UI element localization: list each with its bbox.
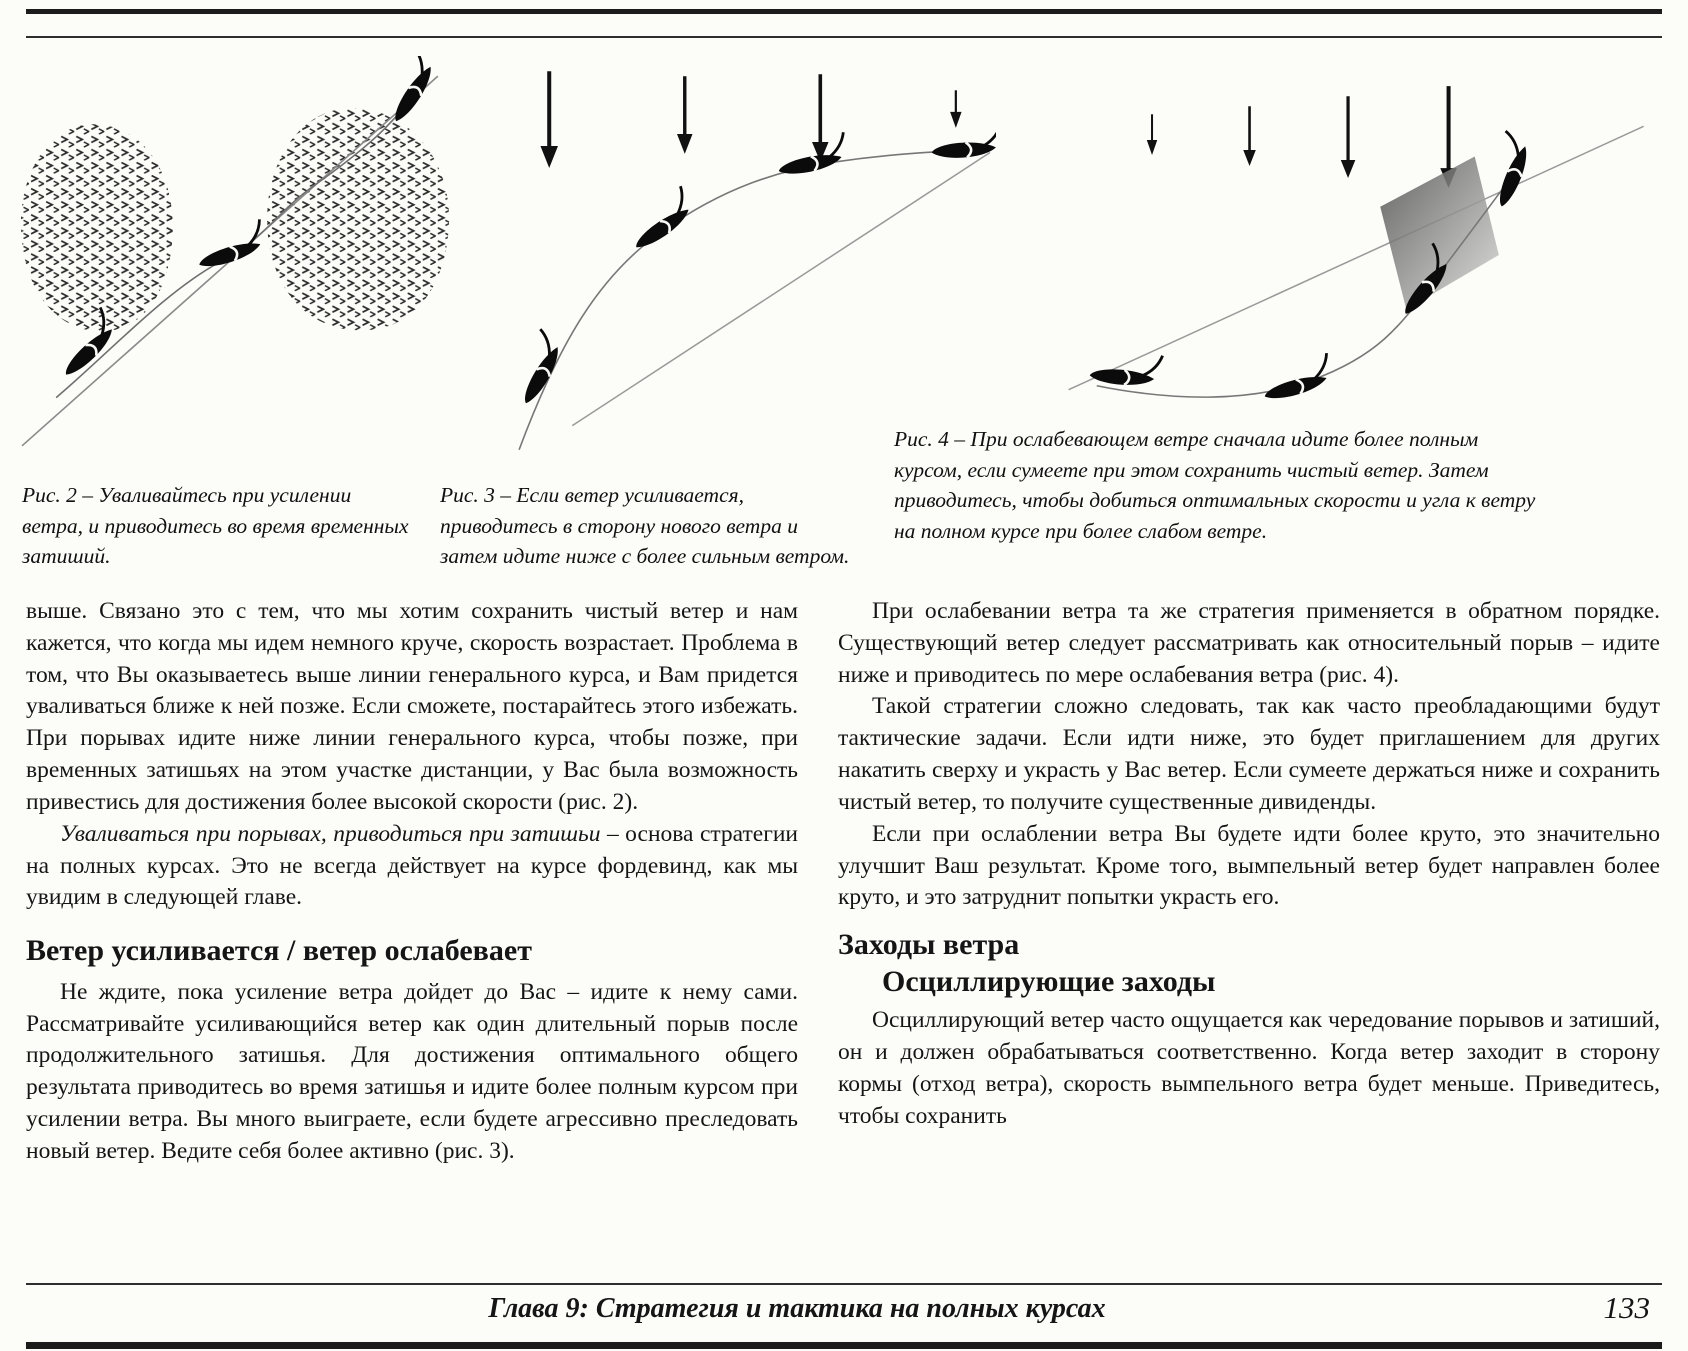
top-rule-thick <box>26 9 1662 14</box>
wind-shadow-patch <box>1380 157 1499 310</box>
paragraph <box>26 819 798 914</box>
rhumb-line <box>572 153 990 426</box>
course-line <box>519 150 981 450</box>
boat-icon <box>1258 353 1334 402</box>
wind-arrows <box>1148 86 1457 187</box>
wind-arrow-head <box>541 147 557 167</box>
figure-2-diagram <box>14 56 466 478</box>
subsection-heading: Осциллирующие заходы <box>882 964 1216 998</box>
boat-icon <box>1477 131 1536 209</box>
boat-icon <box>1089 348 1162 388</box>
paragraph: Такой стратегии сложно следовать, так как часто преобладающими будут тактические задачи. Если идти ниже, это будет приглашением для других накатить сверху и украсть у Вас ветер. Если сумеете держаться ниже и сохранить чистый ветер, то получите существенные дивиденды. <box>838 693 1660 815</box>
section-heading: Ветер усиливается / ветер ослабевает <box>26 934 532 968</box>
wind-arrow-head <box>1342 161 1355 177</box>
left-column <box>26 596 798 1168</box>
rhumb-line <box>1069 126 1644 389</box>
wind-arrow-head <box>951 112 961 126</box>
figure-4-diagram <box>1026 56 1650 438</box>
boat-icon <box>192 219 269 270</box>
paragraph: При ослабевании ветра та же стратегия применяется в обратном порядке. Существующий ветер следует рассматривать как относительный порыв – идите ниже и приводитесь по мере ослабевания ветра (рис. 4). <box>838 598 1660 688</box>
paragraph: Осциллирующий ветер часто ощущается как чередование порывов и затиший, он и должен обрабатываться соответственно. Когда ветер заходит в сторону кормы (отход ветра), скорость вымпельного ветра будет меньше. Приведитесь, чтобы сохранить <box>838 1007 1660 1129</box>
top-rule-thin <box>26 36 1662 38</box>
boat-icon <box>622 186 699 252</box>
figure-3-caption: Рис. 3 – Если ветер усиливается, приводитесь в сторону нового ветра и затем идите ниже с более сильным ветром. <box>440 483 850 569</box>
footer-rule <box>26 1283 1662 1285</box>
paragraph: Не ждите, пока усиление ветра дойдет до Вас – идите к нему сами. Рассматривайте усиливающийся ветер как один длительный порыв после продолжительного затишья. Для достижения оптимального общего результата приводитесь во время затишья и идите более полным курсом при усилении ветра. Вы много выиграете, если будете агрессивно преследовать новый ветер. Ведите себя более активно (рис. 3). <box>26 978 798 1164</box>
wind-arrow-head <box>1244 150 1255 164</box>
figures-row <box>0 52 1688 592</box>
bottom-edge-rule <box>26 1342 1662 1349</box>
footer-chapter-title: Глава 9: Стратегия и тактика на полных курсах <box>488 1293 1106 1324</box>
figure-4-caption: Рис. 4 – При ослабевающем ветре сначала идите более полным курсом, если сумеете при этом сохранить чистый ветер. Затем приводитесь, чтобы добиться оптимальных скорости и угла к ветру на полном курсе при более слабом ветре. <box>894 427 1536 543</box>
boat-icon <box>774 132 849 177</box>
figure-3-diagram <box>494 56 996 478</box>
figure-2-caption: Рис. 2 – Уваливайтесь при усилении ветра, и приводитесь во время временных затиший. <box>22 483 409 569</box>
paragraph: Если при ослаблении ветра Вы будете идти более круто, это значительно улучшит Ваш результат. Кроме того, вымпельный ветер будет направлен более круто, и это затруднит попытки украсть его. <box>838 820 1660 911</box>
boat-icon <box>931 123 996 159</box>
boat-icon <box>503 329 568 406</box>
wind-patch <box>267 108 449 330</box>
footer-page-number: 133 <box>1603 1290 1650 1325</box>
wind-patch <box>21 124 173 331</box>
paragraph-rest: – основа стратегии на полных курсах. Это не всегда действует на курсе фордевинд, как мы увидим в следующей главе. <box>26 820 798 911</box>
wind-arrow-head <box>678 134 692 152</box>
right-column <box>838 596 1660 1168</box>
paragraph: выше. Связано это с тем, что мы хотим сохранить чистый ветер и нам кажется, что когда мы идем немного круче, скорость возрастает. Проблема в том, что Вы оказываетесь выше линии генерального курса, и Вам придется уваливаться ближе к ней позже. Если сможете, постарайтесь этого избежать. При порывах идите ниже линии генерального курса, чтобы позже, при временных затишьях на этом участке дистанции, у Вас была возможность привестись для достижения более высокой скорости (рис. 2). <box>26 598 798 815</box>
paragraph-lead-italic: Уваливаться при порывах, приводиться при затишьи <box>60 820 601 847</box>
wind-arrow-head <box>1148 140 1157 153</box>
body-text <box>26 596 1660 1168</box>
wind-arrows <box>541 71 961 166</box>
section-heading: Заходы ветра <box>838 928 1020 962</box>
